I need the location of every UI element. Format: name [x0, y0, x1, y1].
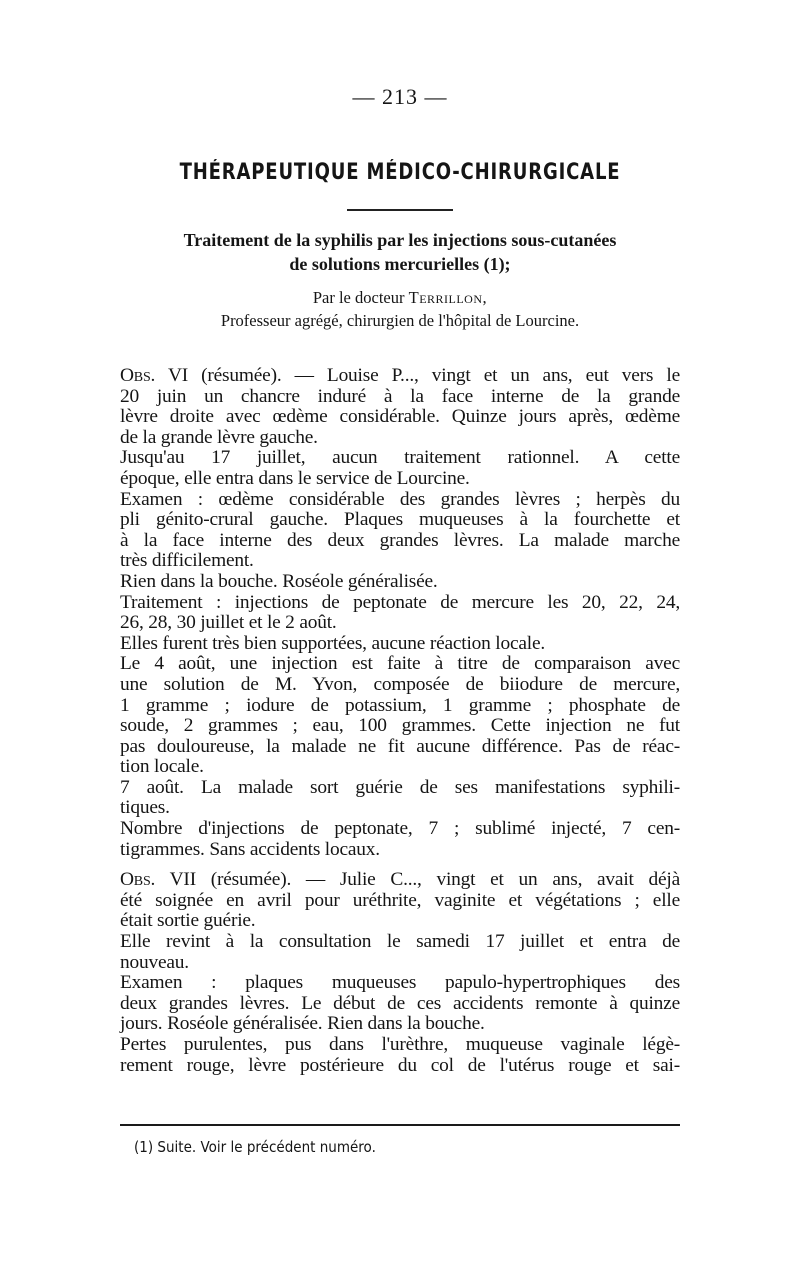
text-line	[120, 696, 680, 717]
text-line-content: 26, 28, 30 juillet et le 2 août.	[120, 612, 337, 634]
author-block	[100, 286, 700, 332]
text-line	[120, 593, 680, 614]
text-line-content: (résumée). — Julie C..., vingt et un ans, avait déjà	[195, 869, 680, 891]
text-line	[120, 757, 680, 778]
text-line	[120, 387, 680, 408]
author-line	[100, 286, 700, 309]
text-line	[120, 778, 680, 799]
text-line	[120, 531, 680, 552]
section-title: THÉRAPEUTIQUE MÉDICO-CHIRURGICALE	[179, 160, 621, 185]
text-line-content: tion locale.	[120, 756, 204, 778]
text-line-content: Pertes purulentes, pus dans l'urèthre, muqueuse vaginale légè-	[120, 1034, 680, 1055]
text-line-content: Elle revint à la consultation le samedi 17 juillet et entra de	[120, 931, 680, 953]
observation-6	[120, 366, 680, 860]
text-line	[120, 510, 680, 531]
text-line	[120, 490, 680, 511]
text-line	[120, 870, 680, 891]
text-line	[120, 891, 680, 912]
text-line	[120, 634, 680, 655]
page-number: — 213 —	[352, 84, 448, 109]
text-line	[120, 448, 680, 469]
text-line	[120, 819, 680, 840]
text-line	[120, 840, 680, 861]
text-line-content: de la grande lèvre gauche.	[120, 426, 318, 448]
author-prefix: Par le docteur	[312, 288, 405, 307]
text-line-content: 7 août. La malade sort guérie de ses manifestations syphili-	[120, 776, 680, 798]
article-title-line-1: Traitement de la syphilis par les injections sous-cutanées	[183, 230, 617, 250]
text-line-content: (résumée). — Louise P..., vingt et un ans, eut vers le	[188, 365, 680, 386]
text-line-content: lèvre droite avec œdème considérable. Quinze jours après, œdème	[120, 406, 680, 428]
text-line	[120, 654, 680, 675]
article-body	[120, 366, 680, 1076]
text-line-content: Traitement : injections de peptonate de mercure les 20, 22, 24,	[120, 591, 680, 613]
text-line	[120, 953, 680, 974]
text-line	[120, 737, 680, 758]
text-line	[120, 1056, 680, 1077]
footnote-divider	[120, 1124, 680, 1126]
text-line-content: Nombre d'injections de peptonate, 7 ; sublimé injecté, 7 cen-	[120, 818, 680, 840]
text-line	[120, 973, 680, 994]
text-line-content: était sortie guérie.	[120, 910, 256, 932]
text-line	[120, 994, 680, 1015]
title-divider	[347, 209, 453, 211]
text-line-content: jours. Roséole généralisée. Rien dans la bouche.	[120, 1013, 485, 1035]
text-line-content: pas douloureuse, la malade ne fit aucune différence. Pas de réac-	[120, 735, 680, 757]
text-line	[120, 911, 680, 932]
text-line-content: époque, elle entra dans le service de Lourcine.	[120, 467, 470, 489]
text-line-content: 20 juin un chancre induré à la face interne de la grande	[120, 385, 680, 407]
footnote: (1) Suite. Voir le précédent numéro.	[134, 1138, 376, 1156]
text-line	[120, 572, 680, 593]
text-line	[120, 428, 680, 449]
text-line	[120, 551, 680, 572]
author-name: Terrillon,	[408, 288, 488, 307]
observation-label: Obs. VI	[120, 365, 189, 386]
text-line-content: 1 gramme ; iodure de potassium, 1 gramme ; phosphate de	[120, 694, 680, 716]
text-line-content: pli génito-crural gauche. Plaques muqueuses à la fourchette et	[120, 509, 680, 531]
observation-7	[120, 870, 680, 1076]
text-line	[120, 469, 680, 490]
text-line-content: nouveau.	[120, 951, 189, 973]
text-line-content: tigrammes. Sans accidents locaux.	[120, 838, 380, 860]
text-line-content: soude, 2 grammes ; eau, 100 grammes. Cette injection ne fut	[120, 715, 680, 737]
text-line	[120, 613, 680, 634]
text-line-content: à la face interne des deux grandes lèvres. La malade marche	[120, 529, 680, 551]
text-line-content: deux grandes lèvres. Le début de ces accidents remonte à quinze	[120, 992, 680, 1014]
text-line-content: été soignée en avril pour uréthrite, vaginite et végétations ; elle	[120, 889, 680, 911]
text-line	[120, 716, 680, 737]
text-line-content: rement rouge, lèvre postérieure du col de l'utérus rouge et sai-	[120, 1054, 680, 1076]
author-affiliation: Professeur agrégé, chirurgien de l'hôpital de Lourcine.	[220, 311, 580, 330]
text-line-content: Examen : plaques muqueuses papulo-hypertrophiques des	[120, 972, 680, 994]
text-line-content: tiques.	[120, 797, 170, 819]
text-line-content: Jusqu'au 17 juillet, aucun traitement rationnel. A cette	[120, 447, 680, 469]
text-line	[120, 1014, 680, 1035]
text-line	[120, 798, 680, 819]
text-line	[120, 366, 680, 387]
text-line-content: Rien dans la bouche. Roséole généralisée.	[120, 570, 438, 592]
text-line-content: très difficilement.	[120, 550, 254, 572]
text-line-content: une solution de M. Yvon, composée de biiodure de mercure,	[120, 673, 680, 695]
article-title	[100, 228, 700, 276]
article-title-line-2: de solutions mercurielles (1);	[289, 254, 511, 274]
text-line-content: Elles furent très bien supportées, aucune réaction locale.	[120, 632, 546, 654]
observation-label: Obs. VII	[120, 869, 196, 891]
text-line	[120, 932, 680, 953]
text-line	[120, 675, 680, 696]
text-line-content: Examen : œdème considérable des grandes lèvres ; herpès du	[120, 488, 680, 510]
text-line	[120, 407, 680, 428]
text-line-content: Le 4 août, une injection est faite à titre de comparaison avec	[120, 653, 680, 675]
text-line	[120, 1035, 680, 1056]
